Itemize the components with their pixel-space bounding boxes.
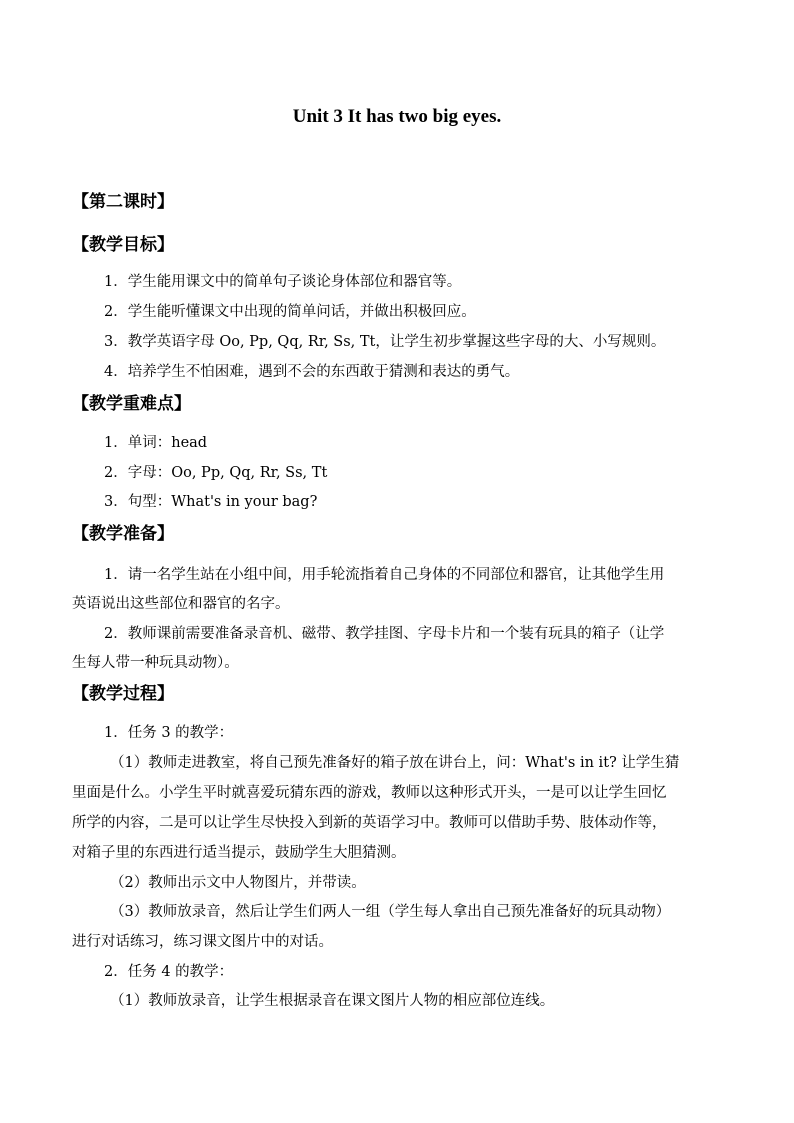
- document-title: Unit 3 It has two big eyes.: [292, 106, 502, 127]
- process-line: 对箱子里的东西进行适当提示，鼓励学生大胆猜测。: [72, 845, 406, 861]
- key-point-item: 2．字母：Oo, Pp, Qq, Rr, Ss, Tt: [104, 465, 328, 481]
- process-line: （1）教师放录音，让学生根据录音在课文图片人物的相应部位连线。: [110, 993, 555, 1009]
- process-line: （1）教师走进教室，将自己预先准备好的箱子放在讲台上，问：What's in it? 让学生猜: [110, 755, 680, 771]
- process-line: （3）教师放录音，然后让学生们两人一组（学生每人拿出自己预先准备好的玩具动物）: [110, 904, 671, 920]
- preparation-line: 1．请一名学生站在小组中间，用手轮流指着自己身体的不同部位和器官，让其他学生用: [104, 567, 665, 583]
- objectives-heading: 【教学目标】: [72, 235, 174, 255]
- process-heading: 【教学过程】: [72, 684, 174, 704]
- process-line: 所学的内容，二是可以让学生尽快投入到新的英语学习中。教师可以借助手势、肢体动作等，: [72, 815, 667, 831]
- preparation-line: 生每人带一种玩具动物）。: [72, 655, 239, 671]
- process-line: 1．任务 3 的教学：: [104, 725, 234, 741]
- objective-item: 2．学生能听懂课文中出现的简单问话，并做出积极回应。: [104, 304, 476, 320]
- process-line: 里面是什么。小学生平时就喜爱玩猜东西的游戏，教师以这种形式开头，一是可以让学生回忆: [72, 785, 667, 801]
- key-points-heading: 【教学重难点】: [72, 394, 191, 414]
- process-line: 2．任务 4 的教学：: [104, 964, 234, 980]
- key-point-item: 3．句型：What's in your bag?: [104, 494, 318, 510]
- lesson-heading: 【第二课时】: [72, 192, 174, 212]
- process-line: （2）教师出示文中人物图片，并带读。: [110, 875, 366, 891]
- preparation-line: 2．教师课前需要准备录音机、磁带、教学挂图、字母卡片和一个装有玩具的箱子（让学: [104, 626, 665, 642]
- process-line: 进行对话练习，练习课文图片中的对话。: [72, 934, 333, 950]
- objective-item: 4．培养学生不怕困难，遇到不会的东西敢于猜测和表达的勇气。: [104, 364, 520, 380]
- key-point-item: 1．单词：head: [104, 435, 208, 451]
- preparation-line: 英语说出这些部位和器官的名字。: [72, 596, 290, 612]
- objective-item: 3．教学英语字母 Oo, Pp, Qq, Rr, Ss, Tt，让学生初步掌握这些字母的大、小写规则。: [104, 334, 666, 350]
- objective-item: 1．学生能用课文中的简单句子谈论身体部位和器官等。: [104, 274, 462, 290]
- preparation-heading: 【教学准备】: [72, 524, 174, 544]
